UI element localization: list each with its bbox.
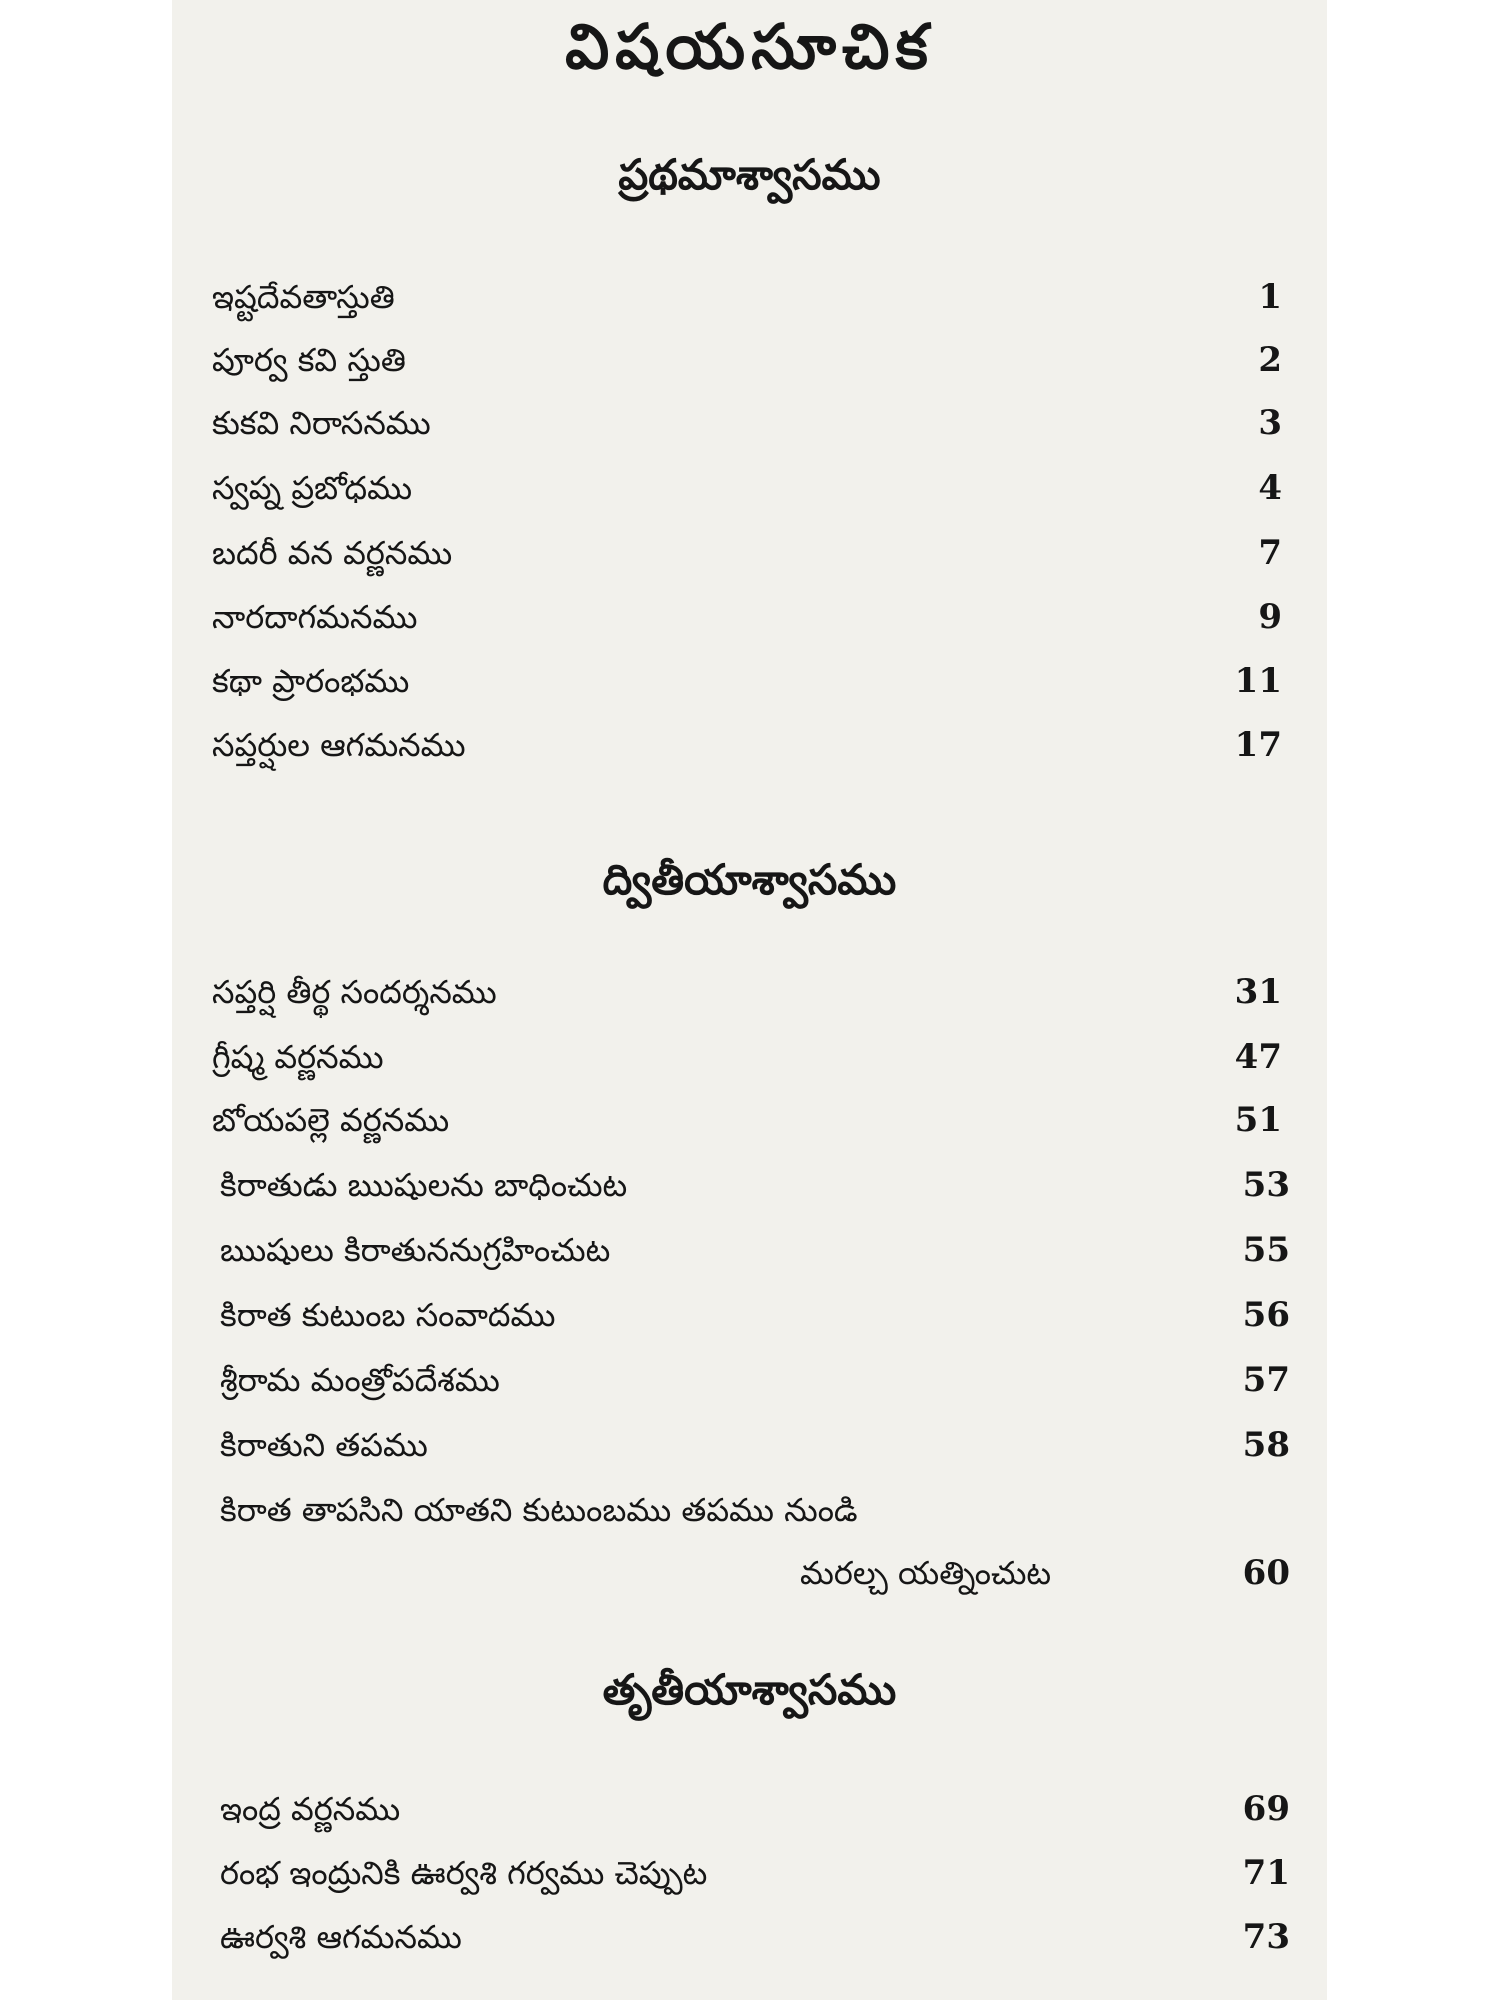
toc-entry-label: పూర్వ కవి స్తుతి	[212, 341, 406, 379]
toc-entry	[220, 1225, 1290, 1275]
toc-entry	[212, 1095, 1282, 1145]
toc-entry-page: 17	[1234, 725, 1282, 765]
toc-entry-page: 4	[1258, 468, 1282, 508]
toc-entry	[220, 1912, 1290, 1962]
toc-entry-label: నారదాగమనము	[212, 598, 418, 636]
toc-entry-page: 57	[1242, 1360, 1290, 1400]
toc-entry-page: 73	[1242, 1917, 1290, 1957]
toc-entry-page: 2	[1258, 340, 1282, 380]
toc-entry	[212, 656, 1282, 706]
toc-entry	[212, 398, 1282, 448]
toc-entry-label: సప్తర్షుల ఆగమనము	[212, 726, 466, 764]
toc-entry-label: కిరాత కుటుంబ సంవాదము	[220, 1296, 556, 1334]
toc-entry-page: 11	[1234, 661, 1282, 701]
toc-entry-label: బదరీ వన వర్ణనము	[212, 534, 453, 572]
toc-entry-page: 56	[1242, 1295, 1290, 1335]
toc-entry	[212, 528, 1282, 578]
document-page	[172, 0, 1327, 2000]
toc-entry-page: 3	[1258, 403, 1282, 443]
toc-entry-label: కుకవి నిరాసనము	[212, 404, 431, 442]
toc-entry-page: 53	[1242, 1165, 1290, 1205]
toc-entry	[220, 1485, 1290, 1535]
toc-entry	[212, 272, 1282, 322]
toc-entry-page: 58	[1242, 1425, 1290, 1465]
toc-entry-label: రంభ ఇంద్రునికి ఊర్వశి గర్వము చెప్పుట	[220, 1854, 708, 1892]
toc-entry-page: 71	[1242, 1853, 1290, 1893]
toc-entry	[220, 1160, 1290, 1210]
toc-entry-label: ఇష్టదేవతాస్తుతి	[212, 278, 395, 316]
toc-entry-page: 69	[1242, 1789, 1290, 1829]
toc-entry	[212, 967, 1282, 1017]
toc-entry	[220, 1420, 1290, 1470]
section-heading: ప్రథమాశ్వాసము	[618, 150, 881, 199]
toc-entry-page: 47	[1234, 1037, 1282, 1077]
toc-entry-label: ఇంద్ర వర్ణనము	[220, 1790, 401, 1828]
toc-entry	[212, 335, 1282, 385]
section-heading: తృతీయాశ్వాసము	[602, 1665, 897, 1714]
toc-entry	[220, 1290, 1290, 1340]
toc-entry-label: కిరాతుని తపము	[220, 1426, 428, 1464]
toc-entry	[212, 720, 1282, 770]
toc-entry	[220, 1355, 1290, 1405]
toc-entry-page: 9	[1258, 597, 1282, 637]
toc-entry-label-continuation: మరల్చ యత్నించుట	[800, 1554, 1052, 1592]
toc-entry-label: బోయపల్లె వర్ణనము	[212, 1101, 450, 1139]
section-heading: ద్వితీయాశ్వాసము	[602, 855, 897, 904]
toc-entry-label: కిరాతుడు ఋషులను బాధించుట	[220, 1166, 628, 1204]
toc-entry	[220, 1848, 1290, 1898]
toc-entry-continuation	[220, 1548, 1290, 1598]
toc-entry-page: 51	[1234, 1100, 1282, 1140]
toc-entry-label: ఋషులు కిరాతుననుగ్రహించుట	[220, 1231, 611, 1269]
toc-entry	[212, 463, 1282, 513]
toc-entry-label: శ్రీరామ మంత్రోపదేశము	[220, 1361, 500, 1399]
toc-entry-label: ఊర్వశి ఆగమనము	[220, 1918, 462, 1956]
toc-entry	[212, 592, 1282, 642]
toc-entry-page: 1	[1258, 277, 1282, 317]
toc-entry-label: కిరాత తాపసిని యాతని కుటుంబము తపము నుండి	[220, 1491, 858, 1529]
page-title: విషయసూచిక	[565, 10, 934, 83]
toc-entry-page: 55	[1242, 1230, 1290, 1270]
toc-entry-page: 60	[1242, 1553, 1290, 1593]
toc-entry-label: సప్తర్షి తీర్థ సందర్శనము	[212, 973, 497, 1011]
toc-entry-page: 31	[1234, 972, 1282, 1012]
toc-entry-page: 7	[1258, 533, 1282, 573]
toc-entry	[212, 1032, 1282, 1082]
toc-entry-label: స్వప్న ప్రబోధము	[212, 469, 413, 507]
toc-entry-label: గ్రీష్మ వర్ణనము	[212, 1038, 384, 1076]
toc-entry-label: కథా ప్రారంభము	[212, 662, 410, 700]
toc-entry	[220, 1784, 1290, 1834]
